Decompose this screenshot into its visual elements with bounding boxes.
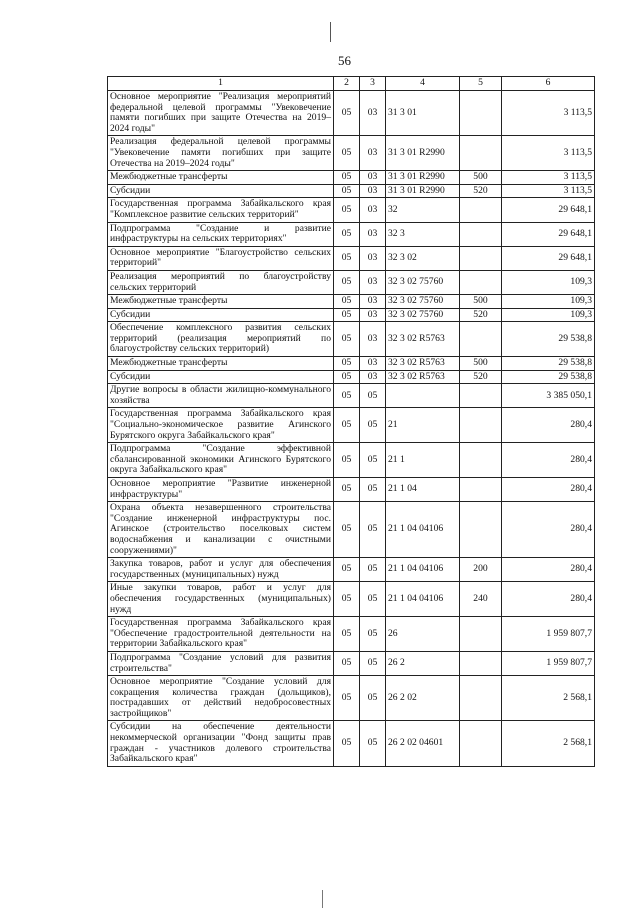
row-name-cell: Основное мероприятие "Развитие инженерной инфраструктуры" (108, 478, 334, 502)
row-target-article-cell: 32 3 02 (386, 246, 460, 270)
row-subsection-cell: 03 (360, 91, 386, 136)
row-section-cell: 05 (334, 198, 360, 222)
row-subsection-cell: 03 (360, 222, 386, 246)
row-section-cell: 05 (334, 721, 360, 766)
row-target-article-cell: 26 2 02 04601 (386, 721, 460, 766)
row-subsection-cell: 05 (360, 384, 386, 408)
row-name-cell: Другие вопросы в области жилищно-коммунального хозяйства (108, 384, 334, 408)
row-expense-type-cell (460, 246, 502, 270)
page-number: 56 (338, 53, 351, 68)
row-subsection-cell: 05 (360, 443, 386, 478)
row-target-article-cell: 32 3 02 R5763 (386, 370, 460, 384)
table-row (108, 408, 595, 443)
row-subsection-cell: 03 (360, 295, 386, 309)
row-amount-cell: 280,4 (502, 582, 595, 617)
row-section-cell: 05 (334, 370, 360, 384)
row-name-cell: Подпрограмма "Создание условий для развития строительства" (108, 651, 334, 675)
row-subsection-cell: 03 (360, 136, 386, 171)
row-amount-cell: 29 538,8 (502, 370, 595, 384)
row-amount-cell: 109,3 (502, 308, 595, 322)
row-name-cell: Основное мероприятие "Создание условий для сокращения количества граждан (дольщиков), пострадавших от действий недобросовестных застройщиков" (108, 676, 334, 721)
table-row (108, 478, 595, 502)
header-cell: 5 (460, 77, 502, 91)
row-subsection-cell: 05 (360, 408, 386, 443)
header-cell: 1 (108, 77, 334, 91)
row-section-cell: 05 (334, 171, 360, 185)
row-section-cell: 05 (334, 308, 360, 322)
row-target-article-cell: 32 3 02 75760 (386, 295, 460, 309)
row-expense-type-cell (460, 270, 502, 294)
table-row (108, 222, 595, 246)
table-row (108, 357, 595, 371)
row-section-cell: 05 (334, 676, 360, 721)
row-section-cell: 05 (334, 443, 360, 478)
table-row (108, 676, 595, 721)
row-target-article-cell: 32 3 02 R5763 (386, 357, 460, 371)
row-section-cell: 05 (334, 136, 360, 171)
row-subsection-cell: 05 (360, 721, 386, 766)
row-expense-type-cell: 520 (460, 308, 502, 322)
table-row (108, 370, 595, 384)
row-subsection-cell: 05 (360, 676, 386, 721)
row-amount-cell: 1 959 807,7 (502, 651, 595, 675)
row-section-cell: 05 (334, 502, 360, 558)
row-name-cell: Подпрограмма "Создание и развитие инфраструктуры на сельских территориях" (108, 222, 334, 246)
row-target-article-cell: 32 (386, 198, 460, 222)
table-row (108, 136, 595, 171)
row-name-cell: Межбюджетные трансферты (108, 171, 334, 185)
table-row (108, 502, 595, 558)
row-amount-cell: 3 385 050,1 (502, 384, 595, 408)
row-expense-type-cell (460, 617, 502, 652)
row-amount-cell: 2 568,1 (502, 721, 595, 766)
row-amount-cell: 280,4 (502, 408, 595, 443)
row-name-cell: Государственная программа Забайкальского края "Обеспечение градостроительной деятельности на территории Забайкальского края" (108, 617, 334, 652)
row-subsection-cell: 03 (360, 246, 386, 270)
row-target-article-cell: 21 (386, 408, 460, 443)
header-cell: 3 (360, 77, 386, 91)
row-expense-type-cell (460, 676, 502, 721)
row-name-cell: Субсидии на обеспечение деятельности некоммерческой организации "Фонд защиты прав граждан - участников долевого строительства Забайкальского края" (108, 721, 334, 766)
table-row (108, 721, 595, 766)
row-amount-cell: 29 538,8 (502, 357, 595, 371)
row-amount-cell: 1 959 807,7 (502, 617, 595, 652)
row-expense-type-cell (460, 384, 502, 408)
row-amount-cell: 3 113,5 (502, 184, 595, 198)
row-subsection-cell: 03 (360, 308, 386, 322)
table-row (108, 443, 595, 478)
row-section-cell: 05 (334, 246, 360, 270)
row-expense-type-cell (460, 136, 502, 171)
table-row (108, 651, 595, 675)
table-row (108, 91, 595, 136)
row-name-cell: Иные закупки товаров, работ и услуг для обеспечения государственных (муниципальных) нужд (108, 582, 334, 617)
row-subsection-cell: 03 (360, 357, 386, 371)
row-subsection-cell: 03 (360, 198, 386, 222)
row-target-article-cell: 32 3 02 75760 (386, 308, 460, 322)
row-expense-type-cell (460, 502, 502, 558)
row-amount-cell: 109,3 (502, 270, 595, 294)
row-target-article-cell: 21 1 04 (386, 478, 460, 502)
row-expense-type-cell (460, 222, 502, 246)
row-name-cell: Межбюджетные трансферты (108, 295, 334, 309)
row-amount-cell: 280,4 (502, 502, 595, 558)
row-subsection-cell: 05 (360, 478, 386, 502)
row-target-article-cell: 31 3 01 (386, 91, 460, 136)
row-subsection-cell: 03 (360, 184, 386, 198)
row-name-cell: Субсидии (108, 184, 334, 198)
row-section-cell: 05 (334, 91, 360, 136)
row-section-cell: 05 (334, 651, 360, 675)
row-name-cell: Субсидии (108, 370, 334, 384)
table-row (108, 617, 595, 652)
header-cell: 4 (386, 77, 460, 91)
row-target-article-cell: 26 (386, 617, 460, 652)
table-row (108, 198, 595, 222)
row-subsection-cell: 03 (360, 370, 386, 384)
row-expense-type-cell (460, 651, 502, 675)
row-name-cell: Охрана объекта незавершенного строительства "Создание инженерной инфраструктуры пос. Агинское (строительство поселковых систем водоснабжения и канализации с очистными сооружениями)" (108, 502, 334, 558)
row-section-cell: 05 (334, 582, 360, 617)
table-row (108, 582, 595, 617)
row-section-cell: 05 (334, 270, 360, 294)
row-amount-cell: 29 648,1 (502, 198, 595, 222)
row-expense-type-cell: 520 (460, 370, 502, 384)
row-amount-cell: 29 648,1 (502, 222, 595, 246)
row-expense-type-cell: 200 (460, 558, 502, 582)
row-target-article-cell: 26 2 (386, 651, 460, 675)
row-expense-type-cell (460, 478, 502, 502)
row-name-cell: Обеспечение комплексного развития сельских территорий (реализация мероприятий по благоустройству сельских территорий) (108, 322, 334, 357)
row-name-cell: Реализация федеральной целевой программы "Увековечение памяти погибших при защите Отечества на 2019–2024 годы" (108, 136, 334, 171)
row-amount-cell: 280,4 (502, 443, 595, 478)
table-row (108, 246, 595, 270)
row-subsection-cell: 05 (360, 502, 386, 558)
header-cell: 2 (334, 77, 360, 91)
row-target-article-cell: 21 1 (386, 443, 460, 478)
row-section-cell: 05 (334, 478, 360, 502)
row-target-article-cell: 31 3 01 R2990 (386, 184, 460, 198)
table-row (108, 308, 595, 322)
row-name-cell: Государственная программа Забайкальского края "Комплексное развитие сельских территорий" (108, 198, 334, 222)
row-section-cell: 05 (334, 558, 360, 582)
row-section-cell: 05 (334, 408, 360, 443)
row-expense-type-cell (460, 322, 502, 357)
row-name-cell: Закупка товаров, работ и услуг для обеспечения государственных (муниципальных) нужд (108, 558, 334, 582)
row-section-cell: 05 (334, 617, 360, 652)
row-subsection-cell: 03 (360, 322, 386, 357)
row-target-article-cell: 32 3 (386, 222, 460, 246)
row-subsection-cell: 05 (360, 582, 386, 617)
table-row (108, 295, 595, 309)
row-section-cell: 05 (334, 222, 360, 246)
row-amount-cell: 3 113,5 (502, 136, 595, 171)
row-target-article-cell: 21 1 04 04106 (386, 502, 460, 558)
row-expense-type-cell: 500 (460, 171, 502, 185)
table-row (108, 384, 595, 408)
row-expense-type-cell (460, 91, 502, 136)
row-target-article-cell: 32 3 02 R5763 (386, 322, 460, 357)
row-section-cell: 05 (334, 184, 360, 198)
row-amount-cell: 3 113,5 (502, 91, 595, 136)
row-subsection-cell: 03 (360, 270, 386, 294)
row-subsection-cell: 05 (360, 558, 386, 582)
row-target-article-cell: 31 3 01 R2990 (386, 171, 460, 185)
scan-artifact-bottom (322, 890, 323, 908)
table-row (108, 558, 595, 582)
row-amount-cell: 109,3 (502, 295, 595, 309)
scan-artifact-top (330, 22, 331, 42)
row-expense-type-cell: 500 (460, 295, 502, 309)
row-section-cell: 05 (334, 357, 360, 371)
table-row (108, 171, 595, 185)
row-name-cell: Государственная программа Забайкальского края "Социально-экономическое развитие Агинского Бурятского округа Забайкальского края" (108, 408, 334, 443)
row-expense-type-cell: 500 (460, 357, 502, 371)
row-name-cell: Основное мероприятие "Благоустройство сельских территорий" (108, 246, 334, 270)
row-expense-type-cell (460, 443, 502, 478)
row-subsection-cell: 05 (360, 651, 386, 675)
row-expense-type-cell (460, 408, 502, 443)
row-subsection-cell: 03 (360, 171, 386, 185)
row-name-cell: Основное мероприятие "Реализация мероприятий федеральной целевой программы "Увековечение памяти погибших при защите Отечества на 2019–2024 годы" (108, 91, 334, 136)
row-expense-type-cell (460, 198, 502, 222)
row-amount-cell: 280,4 (502, 558, 595, 582)
table-header-row (108, 77, 595, 91)
row-target-article-cell: 21 1 04 04106 (386, 582, 460, 617)
row-name-cell: Субсидии (108, 308, 334, 322)
budget-table (107, 76, 595, 767)
header-cell: 6 (502, 77, 595, 91)
row-amount-cell: 2 568,1 (502, 676, 595, 721)
table-row (108, 322, 595, 357)
row-target-article-cell: 32 3 02 75760 (386, 270, 460, 294)
row-expense-type-cell: 520 (460, 184, 502, 198)
row-target-article-cell: 31 3 01 R2990 (386, 136, 460, 171)
row-name-cell: Межбюджетные трансферты (108, 357, 334, 371)
row-name-cell: Реализация мероприятий по благоустройству сельских территорий (108, 270, 334, 294)
row-section-cell: 05 (334, 295, 360, 309)
table-row (108, 184, 595, 198)
row-expense-type-cell (460, 721, 502, 766)
row-subsection-cell: 05 (360, 617, 386, 652)
table-row (108, 270, 595, 294)
row-expense-type-cell: 240 (460, 582, 502, 617)
row-amount-cell: 29 648,1 (502, 246, 595, 270)
row-amount-cell: 280,4 (502, 478, 595, 502)
row-section-cell: 05 (334, 384, 360, 408)
row-target-article-cell: 21 1 04 04106 (386, 558, 460, 582)
row-name-cell: Подпрограмма "Создание эффективной сбалансированной экономики Агинского Бурятского округа Забайкальского края" (108, 443, 334, 478)
row-amount-cell: 3 113,5 (502, 171, 595, 185)
row-section-cell: 05 (334, 322, 360, 357)
row-amount-cell: 29 538,8 (502, 322, 595, 357)
row-target-article-cell: 26 2 02 (386, 676, 460, 721)
row-target-article-cell (386, 384, 460, 408)
